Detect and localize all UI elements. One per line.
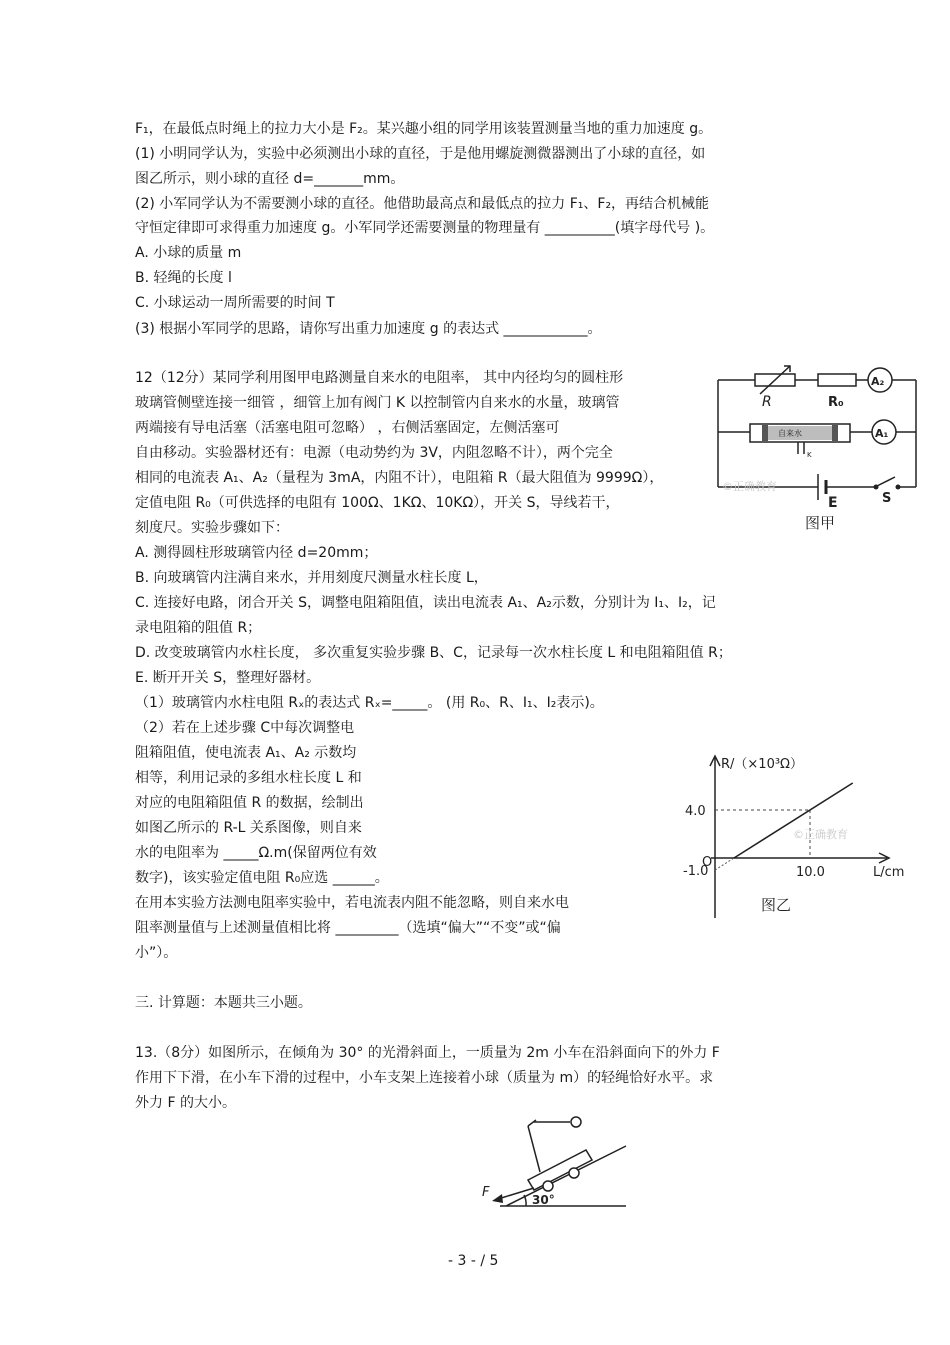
text-line: 数字)，该实验定值电阻 R₀应选 ______。 — [135, 870, 389, 886]
text-line: D. 改变玻璃管内水柱长度， 多次重复实验步骤 B、C，记录每一次水柱长度 L 和电阻箱阻值 R； — [135, 645, 732, 661]
r-l-graph — [675, 750, 915, 922]
incline-diagram — [478, 1108, 638, 1210]
text-line: (2) 小军同学认为不需要测小球的直径。他借助最高点和最低点的拉力 F₁、F₂，再结合机械能 — [135, 196, 710, 212]
origin-label: O — [702, 855, 713, 870]
text-line: C. 小球运动一周所需要的时间 T — [135, 295, 335, 311]
text-line: B. 轻绳的长度 l — [135, 270, 232, 286]
text-line: 如图乙所示的 R-L 关系图像，则自来 — [135, 820, 362, 836]
text-line: 相同的电流表 A₁、A₂（量程为 3mA，内阻不计），电阻箱 R（最大阻值为 9999Ω）， — [135, 470, 664, 486]
label-E: E — [828, 495, 838, 511]
text-line: 对应的电阻箱阻值 R 的数据，绘制出 — [135, 795, 364, 811]
text-line: F₁，在最低点时绳上的拉力大小是 F₂。某兴趣小组的同学用该装置测量当地的重力加速度 g。 — [135, 121, 713, 137]
text-line: 定值电阻 R₀（可供选择的电阻有 100Ω、1KΩ、10KΩ），开关 S，导线若干， — [135, 495, 620, 511]
text-line: E. 断开开关 S，整理好器材。 — [135, 670, 321, 686]
text-line: 录电阻箱的阻值 R； — [135, 620, 262, 636]
text-line: （2）若在上述步骤 C中每次调整电 — [135, 720, 355, 736]
text-line: (1) 小明同学认为，实验中必须测出小球的直径，于是他用螺旋测微器测出了小球的直径，如 — [135, 146, 706, 162]
text-line: 两端接有导电活塞（活塞电阻可忽略） ，右侧活塞固定，左侧活塞可 — [135, 420, 560, 436]
label-A2: A₂ — [871, 375, 885, 388]
text-line: 在用本实验方法测电阻率实验中，若电流表内阻不能忽略，则自来水电 — [135, 895, 569, 911]
x-axis-label: L/cm — [873, 865, 905, 880]
text-line: A. 测得圆柱形玻璃管内径 d=20mm； — [135, 545, 378, 561]
text-line: 小”）。 — [135, 945, 178, 961]
label-water: 自来水 — [778, 429, 802, 438]
label-A1: A₁ — [875, 427, 889, 440]
figure-caption: 图甲 — [805, 514, 836, 532]
text-line: 阻率测量值与上述测量值相比将 _________（选填“偏大”“不变”或“偏 — [135, 920, 561, 936]
text-line: 13.（8分）如图所示，在倾角为 30° 的光滑斜面上，一质量为 2m 小车在沿斜面向下的外力 F — [135, 1045, 720, 1061]
text-line: A. 小球的质量 m — [135, 245, 242, 261]
text-line: 刻度尺。实验步骤如下： — [135, 520, 289, 536]
watermark: ©正确教育 — [722, 480, 777, 493]
label-R: R — [762, 394, 772, 410]
text-line: 图乙所示，则小球的直径 d=_______mm。 — [135, 171, 405, 187]
label-R0: R₀ — [828, 395, 844, 410]
watermark: ©正确教育 — [793, 828, 848, 841]
text-line: B. 向玻璃管内注满自来水，并用刻度尺测量水柱长度 L， — [135, 570, 488, 586]
text-line: 水的电阻率为 _____Ω.m(保留两位有效 — [135, 845, 377, 861]
y-tick-label: -1.0 — [683, 864, 709, 879]
text-line: C. 连接好电路，闭合开关 S，调整电阻箱阻值，读出电流表 A₁、A₂示数，分别计为 I₁、I₂，记 — [135, 595, 716, 611]
y-tick-label: 4.0 — [685, 804, 706, 819]
label-K: K — [807, 451, 812, 459]
page-number: - 3 - / 5 — [448, 1253, 499, 1269]
text-line: 阻箱阻值，使电流表 A₁、A₂ 示数均 — [135, 745, 357, 761]
section-heading: 三. 计算题：本题共三小题。 — [135, 995, 312, 1011]
text-line: 守恒定律即可求得重力加速度 g。小军同学还需要测量的物理量有 __________(填字母代号 )。 — [135, 220, 715, 236]
x-tick-label: 10.0 — [796, 865, 825, 880]
text-line: 作用下下滑，在小车下滑的过程中，小车支架上连接着小球（质量为 m）的轻绳恰好水平。求 — [135, 1070, 714, 1086]
circuit-diagram — [710, 362, 925, 532]
data-line-extrapolated — [715, 858, 734, 870]
y-axis-label: R/（×10³Ω） — [721, 757, 803, 772]
label-S: S — [882, 491, 892, 506]
text-line: 玻璃管侧壁连接一细管 ，细管上加有阀门 K 以控制管内自来水的水量，玻璃管 — [135, 395, 620, 411]
text-line: 外力 F 的大小。 — [135, 1095, 236, 1111]
data-line — [734, 783, 853, 858]
figure-caption: 图乙 — [761, 896, 792, 914]
text-line: (3) 根据小军同学的思路，请你写出重力加速度 g 的表达式 ____________。 — [135, 321, 602, 337]
text-line: 相等，利用记录的多组水柱长度 L 和 — [135, 770, 362, 786]
angle-label: 30° — [532, 1193, 555, 1207]
text-line: 12（12分）某同学利用图甲电路测量自来水的电阻率， 其中内径均匀的圆柱形 — [135, 370, 624, 386]
force-label: F — [482, 1185, 490, 1200]
text-line: 自由移动。实验器材还有：电源（电动势约为 3V，内阻忽略不计），两个完全 — [135, 445, 613, 461]
text-line: （1）玻璃管内水柱电阻 Rₓ的表达式 Rₓ=_____。 (用 R₀、R、I₁、I₂表示)。 — [135, 695, 604, 711]
